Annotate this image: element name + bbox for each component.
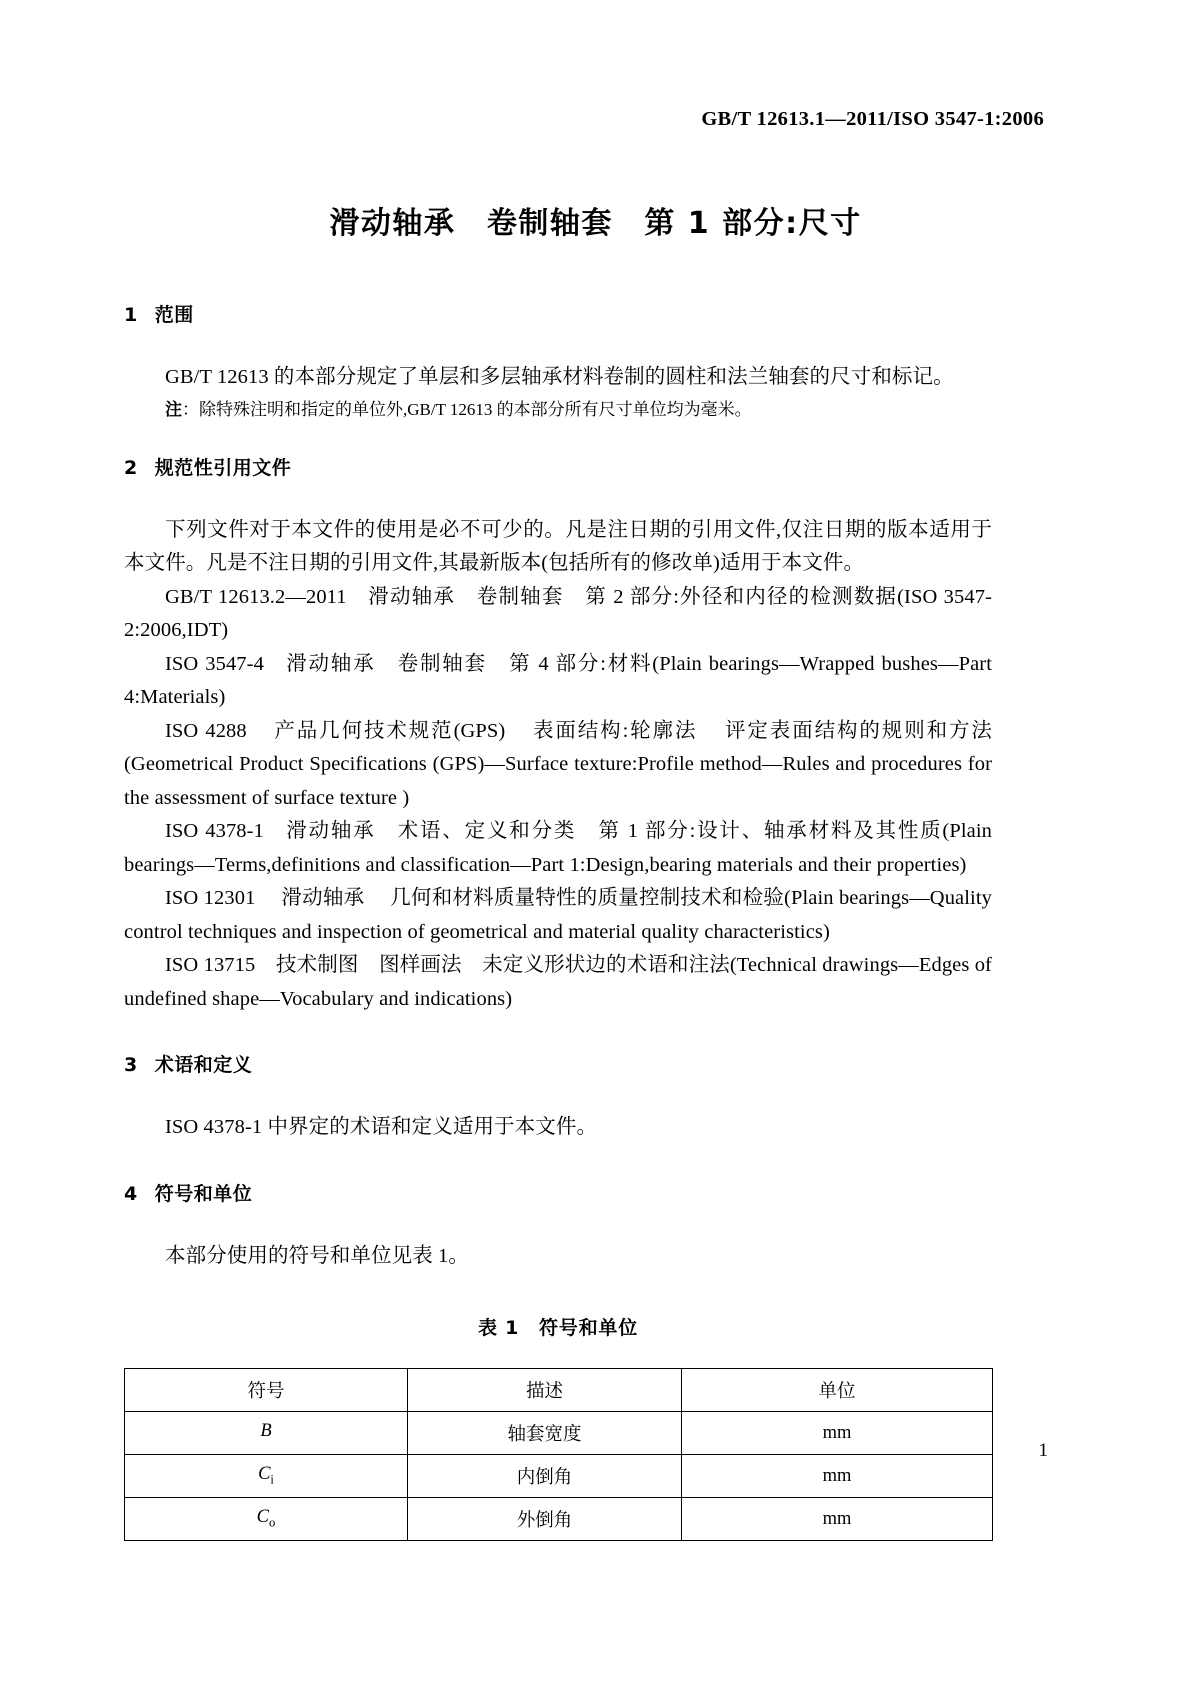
running-header-standard-ref: GB/T 12613.1—2011/ISO 3547-1:2006 bbox=[701, 108, 1044, 130]
table-caption: 表 1 符号和单位 bbox=[477, 1317, 639, 1339]
reference-item-iso-4378-1: ISO 4378-1 滑动轴承 术语、定义和分类 第 1 部分:设计、轴承材料及其性质(Plain bearings—Terms,definitions and classification—Part 1:Design,bearing materials and their properties) bbox=[124, 820, 992, 876]
section-title-4: 符号和单位 bbox=[154, 1182, 253, 1205]
symbol-base: B bbox=[260, 1421, 272, 1442]
section-4-paragraph-1: 本部分使用的符号和单位见表 1。 bbox=[165, 1244, 469, 1267]
page-number: 1 bbox=[1038, 1440, 1048, 1461]
section-title-2: 规范性引用文件 bbox=[154, 456, 292, 479]
section-2-paragraph-1: 下列文件对于本文件的使用是必不可少的。凡是注日期的引用文件,仅注日期的版本适用于本文件。凡是不注日期的引用文件,其最新版本(包括所有的修改单)适用于本文件。 bbox=[124, 518, 992, 574]
section-number-4: 4 bbox=[124, 1182, 138, 1205]
section-heading-1 bbox=[124, 300, 992, 327]
section-heading-3 bbox=[124, 1050, 992, 1077]
table-row bbox=[125, 1412, 993, 1455]
table-row bbox=[125, 1455, 993, 1498]
reference-item-iso-3547-4: ISO 3547-4 滑动轴承 卷制轴套 第 4 部分:材料(Plain bearings—Wrapped bushes—Part 4:Materials) bbox=[124, 652, 992, 708]
section-number-2: 2 bbox=[124, 456, 138, 479]
section-heading-2 bbox=[124, 453, 992, 480]
table-header-row bbox=[125, 1369, 993, 1412]
symbols-and-units-table bbox=[124, 1368, 993, 1541]
section-heading-4 bbox=[124, 1179, 992, 1206]
section-1-paragraph-1: GB/T 12613 的本部分规定了单层和多层轴承材料卷制的圆柱和法兰轴套的尺寸和标记。 bbox=[165, 366, 954, 388]
table-cell-description: 内倒角 bbox=[408, 1455, 682, 1498]
table-cell-symbol bbox=[125, 1412, 408, 1455]
table-row bbox=[125, 1498, 993, 1541]
symbol-subscript: o bbox=[269, 1515, 276, 1530]
symbol-subscript: i bbox=[270, 1472, 274, 1487]
reference-item-iso-13715: ISO 13715 技术制图 图样画法 未定义形状边的术语和注法(Technical drawings—Edges of undefined shape—Vocabulary and indications) bbox=[124, 954, 992, 1010]
symbol-base: C bbox=[256, 1507, 270, 1528]
table-cell-symbol bbox=[125, 1498, 408, 1541]
section-3-paragraph-1: ISO 4378-1 中界定的术语和定义适用于本文件。 bbox=[165, 1116, 598, 1138]
symbol-base: C bbox=[258, 1464, 271, 1485]
document-title: 滑动轴承 卷制轴套 第 1 部分:尺寸 bbox=[329, 206, 862, 241]
document-body bbox=[124, 300, 992, 1541]
table-cell-description: 外倒角 bbox=[408, 1498, 682, 1541]
table-column-header-symbol: 符号 bbox=[125, 1369, 408, 1412]
table-column-header-description: 描述 bbox=[408, 1369, 682, 1412]
note-label: 注 bbox=[165, 399, 182, 419]
table-cell-description: 轴套宽度 bbox=[408, 1412, 682, 1455]
table-column-header-unit: 单位 bbox=[682, 1369, 993, 1412]
section-title-3: 术语和定义 bbox=[154, 1054, 253, 1076]
reference-item-iso-12301: ISO 12301 滑动轴承 几何和材料质量特性的质量控制技术和检验(Plain bearings—Quality control techniques and inspection of geometrical and material quality characteristics) bbox=[124, 887, 992, 943]
table-cell-unit: mm bbox=[682, 1498, 993, 1541]
section-1-note bbox=[124, 395, 992, 425]
table-cell-symbol bbox=[125, 1455, 408, 1498]
reference-item-iso-4288: ISO 4288 产品几何技术规范(GPS) 表面结构:轮廓法 评定表面结构的规则和方法(Geometrical Product Specifications (GPS)—Surface texture:Profile method—Rules and procedures for the assessment of surface texture ) bbox=[124, 719, 992, 809]
section-number-3: 3 bbox=[124, 1054, 138, 1076]
reference-item-gbt-12613-2: GB/T 12613.2—2011 滑动轴承 卷制轴套 第 2 部分:外径和内径的检测数据(ISO 3547-2:2006,IDT) bbox=[124, 585, 992, 641]
table-cell-unit: mm bbox=[682, 1412, 993, 1455]
section-title-1: 范围 bbox=[154, 304, 194, 326]
table-cell-unit: mm bbox=[682, 1455, 993, 1498]
section-number-1: 1 bbox=[124, 304, 138, 326]
note-text: ：除特殊注明和指定的单位外,GB/T 12613 的本部分所有尺寸单位均为毫米。 bbox=[182, 399, 752, 419]
